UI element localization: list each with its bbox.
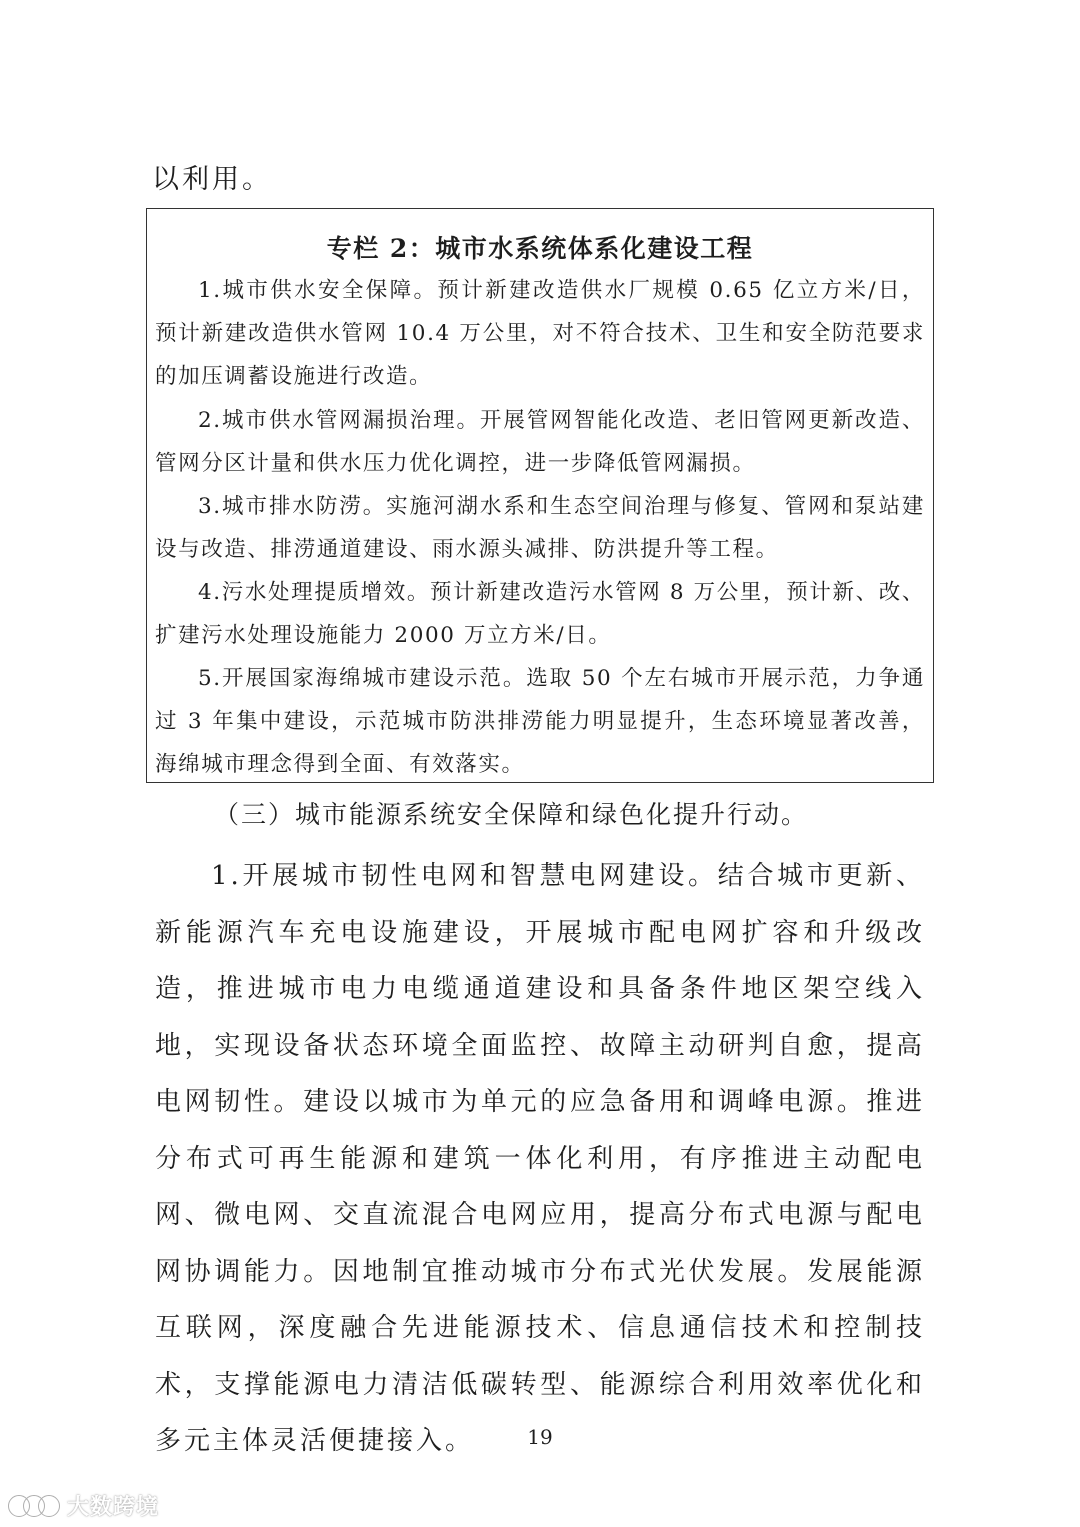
watermark <box>4 1490 159 1521</box>
column-item-water-supply: 1.城市供水安全保障。预计新建改造供水厂规模 0.65 亿立方米/日，预计新建改造供水管网 10.4 万公里，对不符合技术、卫生和安全防范要求的加压调蓄设施进行改造。 <box>155 278 925 389</box>
body-paragraph <box>155 848 925 1470</box>
paragraph-lead: 1.开展城市韧性电网和智慧电网建设。 <box>211 861 718 891</box>
section-title: （三）城市能源系统安全保障和绿色化提升行动。 <box>214 800 809 829</box>
watermark-logo-icon <box>4 1491 62 1521</box>
page-number: 19 <box>527 1425 553 1449</box>
continued-text: 以利用。 <box>152 164 272 195</box>
watermark-text: 大数跨境 <box>67 1495 160 1520</box>
column-item-leakage: 2.城市供水管网漏损治理。开展管网智能化改造、老旧管网更新改造、管网分区计量和供水压力优化调控，进一步降低管网漏损。 <box>155 408 925 476</box>
column-item-drainage: 3.城市排水防涝。实施河湖水系和生态空间治理与修复、管网和泵站建设与改造、排涝通道建设、雨水源头减排、防洪提升等工程。 <box>155 494 925 562</box>
column-box <box>146 208 934 783</box>
paragraph-body: 结合城市更新、新能源汽车充电设施建设，开展城市配电网扩容和升级改造，推进城市电力电缆通道建设和具备条件地区架空线入地，实现设备状态环境全面监控、故障主动研判自愈，提高电网韧性。建设以城市为单元的应急备用和调峰电源。推进分布式可再生能源和建筑一体化利用，有序推进主动配电网、微电网、交直流混合电网应用，提高分布式电源与配电网协调能力。因地制宜推动城市分布式光伏发展。发展能源互联网，深度融合先进能源技术、信息通信技术和控制技术，支撑能源电力清洁低碳转型、能源综合利用效率优化和多元主体灵活便捷接入。 <box>155 861 925 1456</box>
column-box-title: 专栏 2：城市水系统体系化建设工程 <box>326 234 754 263</box>
column-item-sponge-city: 5.开展国家海绵城市建设示范。选取 50 个左右城市开展示范，力争通过 3 年集中建设，示范城市防洪排涝能力明显提升，生态环境显著改善，海绵城市理念得到全面、有效落实。 <box>155 666 925 777</box>
column-item-sewage: 4.污水处理提质增效。预计新建改造污水管网 8 万公里，预计新、改、扩建污水处理设施能力 2000 万立方米/日。 <box>155 580 925 648</box>
